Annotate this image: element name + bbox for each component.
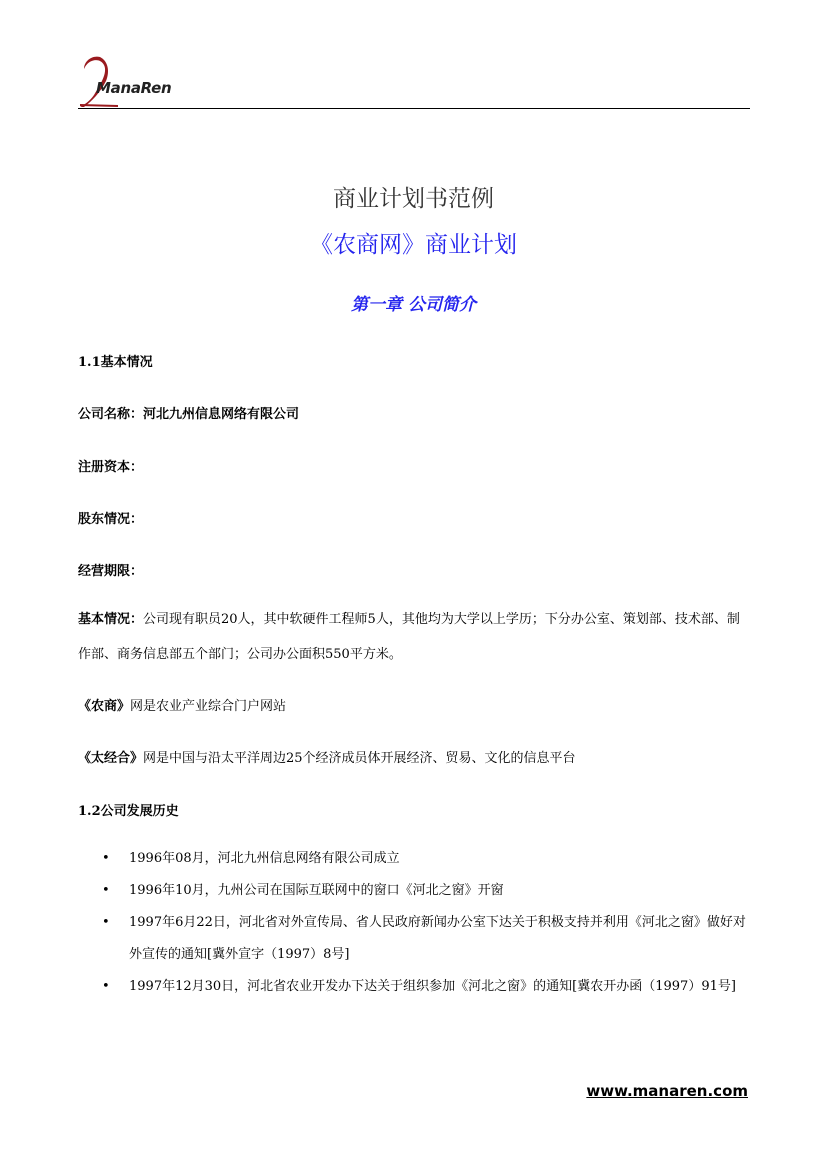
page-header — [78, 55, 750, 110]
basic-info-paragraph — [78, 602, 750, 672]
list-item — [78, 875, 750, 907]
chapter-heading: 第一章 公司简介 — [351, 295, 476, 315]
company-name-label: 公司名称： — [78, 407, 144, 422]
header-rule — [78, 108, 750, 109]
shareholders-label: 股东情况： — [78, 512, 144, 527]
document-title: 商业计划书范例 — [333, 186, 494, 212]
nongshang-bold: 《农商》 — [78, 699, 131, 714]
bullet-icon: • — [102, 979, 110, 994]
section-heading-basic: 1.1基本情况 — [78, 355, 153, 370]
logo-text: ManaRen — [96, 79, 172, 97]
list-item — [78, 843, 750, 875]
list-item-text: 1996年10月，九州公司在国际互联网中的窗口《河北之窗》开窗 — [129, 883, 504, 898]
list-item-text: 1997年6月22日，河北省对外宣传局、省人民政府新闻办公室下达关于积极支持并利用《河北之窗》做好对外宣传的通知[冀外宣字（1997）8号] — [129, 915, 746, 962]
document-subtitle: 《农商网》商业计划 — [310, 232, 517, 258]
basic-info-label: 基本情况： — [78, 612, 144, 627]
bullet-icon: • — [102, 851, 110, 866]
list-item — [78, 907, 750, 971]
taijinghe-line — [78, 747, 576, 766]
taijinghe-bold: 《太经合》 — [78, 751, 144, 766]
company-name-line — [78, 403, 299, 422]
footer-url[interactable]: www.manaren.com — [586, 1082, 748, 1100]
section-heading-history: 1.2公司发展历史 — [78, 804, 179, 819]
basic-info-text: 公司现有职员20人，其中软硬件工程师5人，其他均为大学以上学历；下分办公室、策划部、技术部、制作部、商务信息部五个部门；公司办公面积550平方米。 — [78, 612, 740, 662]
business-term-label: 经营期限： — [78, 564, 144, 579]
history-list — [78, 843, 750, 1003]
bullet-icon: • — [102, 915, 110, 930]
manaren-logo — [78, 55, 188, 107]
list-item — [78, 971, 750, 1003]
bullet-icon: • — [102, 883, 110, 898]
nongshang-text: 网是农业产业综合门户网站 — [130, 699, 287, 714]
list-item-text: 1997年12月30日，河北省农业开发办下达关于组织参加《河北之窗》的通知[冀农开办函（1997）91号] — [129, 979, 736, 994]
company-name-value: 河北九州信息网络有限公司 — [143, 407, 300, 422]
taijinghe-text: 网是中国与沿太平洋周边25个经济成员体开展经济、贸易、文化的信息平台 — [143, 751, 576, 766]
registered-capital-label: 注册资本： — [78, 460, 144, 475]
nongshang-line — [78, 695, 286, 714]
list-item-text: 1996年08月，河北九州信息网络有限公司成立 — [129, 851, 400, 866]
